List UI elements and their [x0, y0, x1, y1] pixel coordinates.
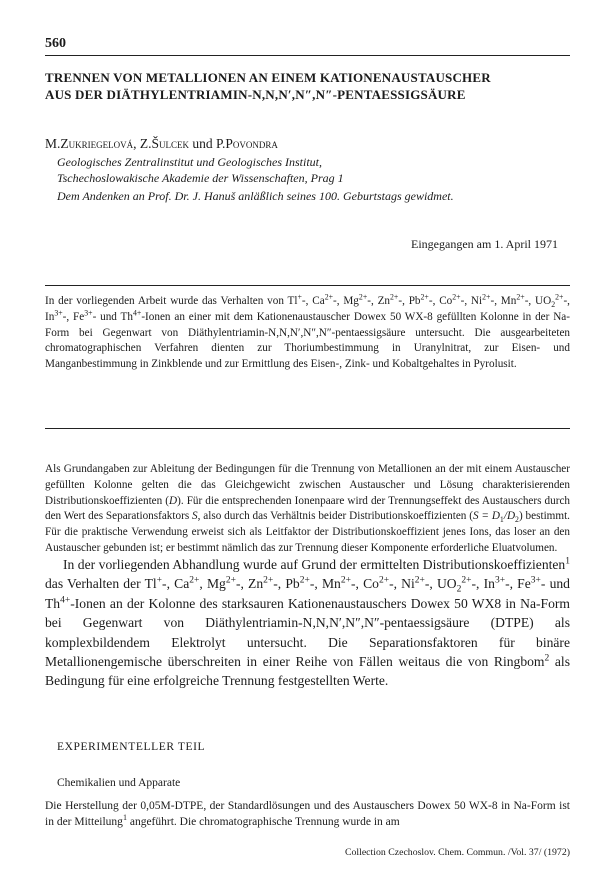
affiliation-line-2: Tschechoslowakische Akademie der Wissenschaften, Prag 1 — [57, 171, 344, 185]
header-rule — [45, 55, 570, 56]
introduction-paragraph: Als Grundangaben zur Ableitung der Bedingungen für die Trennung von Metallionen an der mit einem Austauscher gefüllten Kolonne gelten die das Gleichgewicht zwischen Austauscher und Lösung charakterisierenden Distributionskoeffizienten (D). Für die entsprechenden Ionenpaare wird der Trennungseffekt des Austauschers durch den Wert des Separationsfaktors S, also durch das Verhältnis beider Distributionskoeffizienten $(S = D_1/D_2)$ bestimmt. Für die praktische Verwendung erweist sich als Leitfaktor der Distributionskoeffizient jenes Ions, das loser an den Austauscher gebunden ist; er bestimmt nämlich das zur Trennung dieser Komponente erforderliche Eluatvolumen. — [45, 463, 571, 554]
author-2: Z.Šulcek — [139, 136, 190, 151]
reference-marker: 1 — [122, 813, 127, 823]
paper-page — [45, 36, 570, 856]
author-1: M.Zukriegelová — [45, 136, 134, 151]
section-heading: EXPERIMENTELLER TEIL — [57, 741, 206, 753]
title-line-1: TRENNEN VON METALLIONEN AN EINEM KATIONENAUSTAUSCHER — [45, 70, 491, 85]
affiliation-line-1: Geologisches Zentralinstitut und Geologisches Institut, — [57, 155, 322, 169]
subsection-heading: Chemikalien und Apparate — [57, 777, 181, 789]
abstract-top-rule — [45, 285, 570, 286]
received-date: Eingegangen am 1. April 1971 — [411, 237, 558, 251]
journal-footer: Collection Czechoslov. Chem. Commun. /Vol. 37/ (1972) — [344, 847, 570, 858]
title-line-2: AUS DER DIÄTHYLENTRIAMIN-N,N,N′,N″,N″-PENTAESSIGSÄURE — [45, 87, 466, 102]
page-number: 560 — [45, 36, 66, 51]
abstract: In der vorliegenden Arbeit wurde das Verhalten von Tl+-, $Ca^{2+}-$, $Mg^{2+}-$, $Zn^{2+}-$, $Pb^{2+}-$, $Co^{2+}-$, $Ni^{2+}-$, $Mn^{2+}-$, $UO_2^{2+}-$, $In^{3+}-$, $Fe^{3+}-$ und $Th^{4+}$-Ionen an einer mit dem Kationenaustauscher Dowex 50 WX-8 gefüllten Kolonne in der Na-Form bei Gegenwart von Diäthylentriamin-N,N,N′,N″,N″-pentaessigsäure untersucht. Die ausgearbeiteten chromatographischen Verfahren dienten zur Thoriumbestimmung in Uranylnitrat, zur Eisen- und Manganbestimmung in Zinkblende und zur Ermittlung des Eisen-, Zink- und Kobaltgehaltes in Pyrolusit. — [45, 292, 570, 371]
author-list — [45, 136, 278, 152]
dedication: Dem Andenken an Prof. Dr. J. Hanuš anläßlich seines 100. Geburtstags gewidmet. — [57, 189, 454, 203]
author-3: P.Povondra — [216, 136, 278, 151]
reference-marker: 2 — [544, 653, 550, 664]
author-separator: und — [189, 136, 217, 151]
article-title — [45, 69, 570, 103]
affiliation — [57, 154, 344, 186]
abstract-bottom-rule — [45, 428, 570, 429]
experimental-paragraph: Die Herstellung der 0,05M-DTPE, der Standardlösungen und des Austauschers Dowex 50 WX-8 in Na-Form ist in der Mitteilung$^1$ angeführt. Die chromatographische Trennung wurde in am — [45, 800, 570, 828]
main-paragraph: In der vorliegenden Abhandlung wurde auf Grund der ermittelten Distributionskoeffizienten$^1$ das Verhalten der Tl+-, $Ca^{2+}$, $Mg^{2+}-$, $Zn^{2+}-$, $Pb^{2+}-$, $Mn^{2+}-$, $Co^{2+}-$, $Ni^{2+}-$, $UO_2^{2+}-$, $In^{3+}-$, $Fe^{3+}-$ und $Th^{4+}$-Ionen an der Kolonne des starksauren Kationenaustauschers Dowex 50 WX8 in Na-Form bei Gegenwart von Diäthylentriamin-N,N,N′,N″,N″-pentaessigsäure (DTPE) als komplexbildendem Elektrolyt untersucht. Die Separationsfaktoren für binäre Metallionengemische überschreiten in einer Reihe von Fällen weitaus die von Ringbom$^2$ als Bedingung für eine erfolgreiche Trennung festgestellten Werte. — [45, 556, 570, 689]
author-separator: , — [133, 136, 140, 151]
reference-marker: 1 — [565, 556, 570, 567]
